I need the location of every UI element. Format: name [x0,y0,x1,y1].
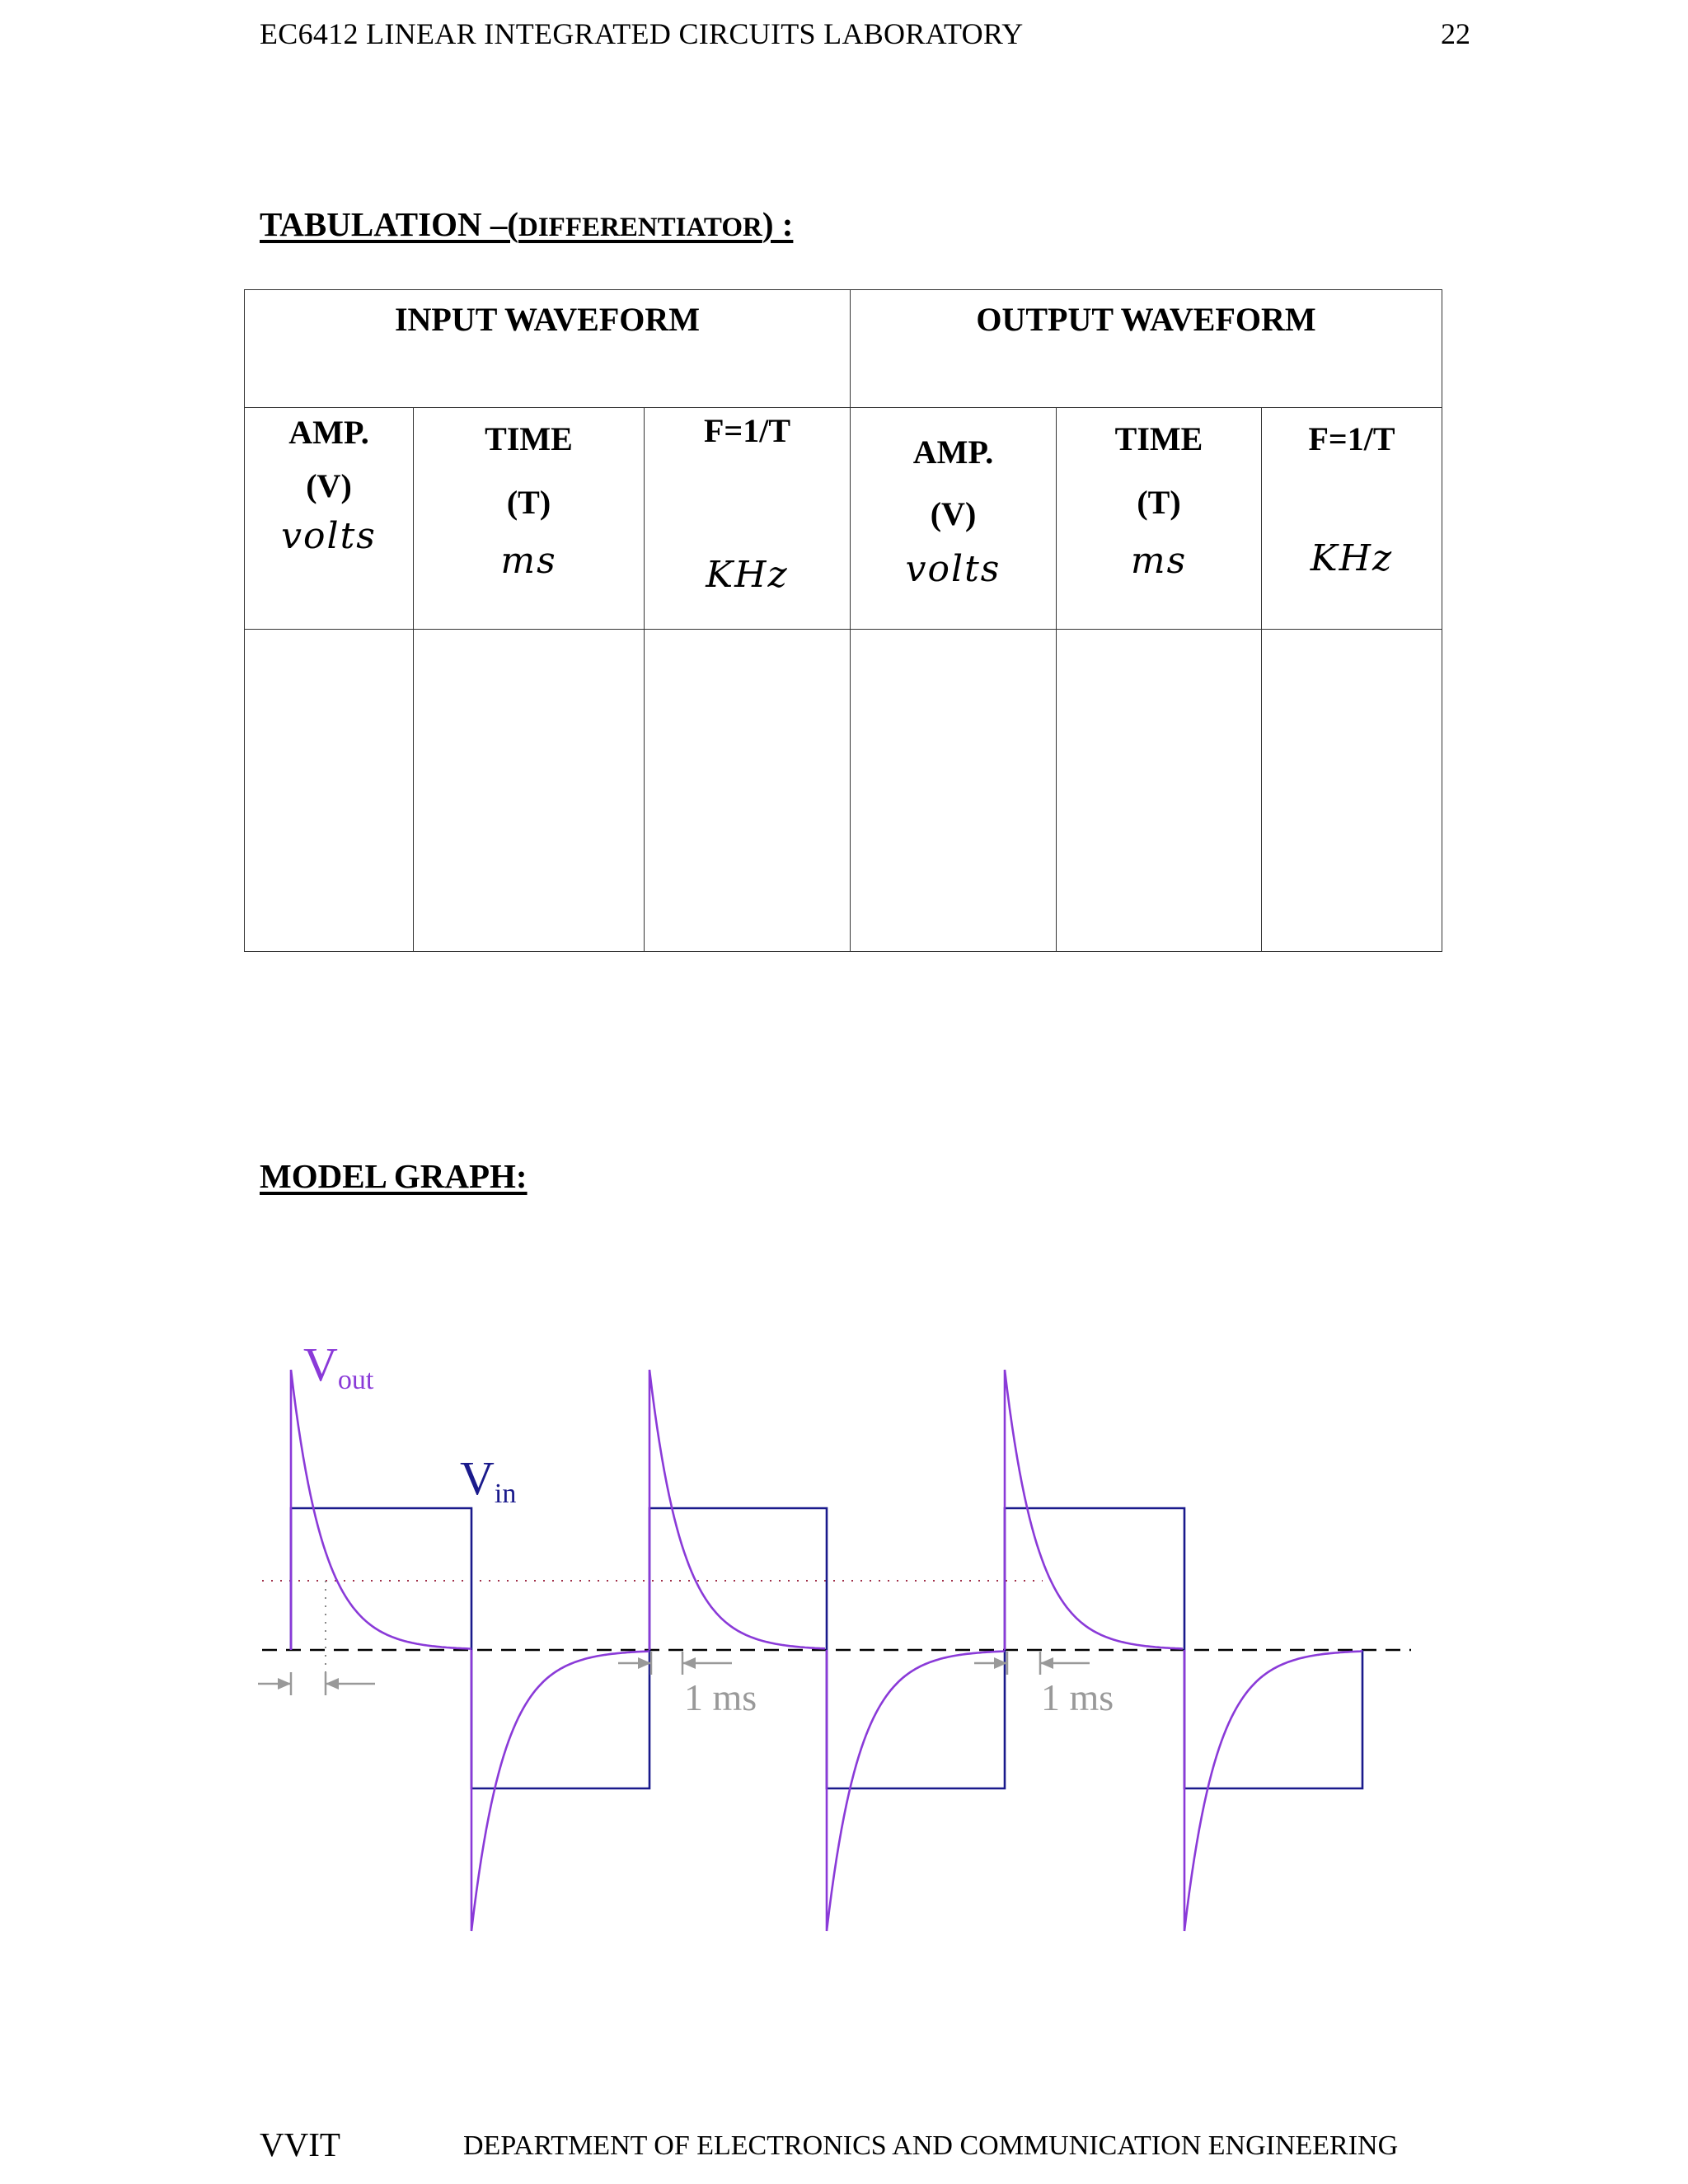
vin-label-letter: V [460,1451,495,1505]
time-markers [258,1652,1090,1695]
column-unit: volts [905,548,1001,590]
column-symbol: (V) [306,467,352,504]
column-unit: KHz [706,554,789,596]
input-waveform-header: INPUT WAVEFORM [245,290,851,408]
page-header-title: EC6412 LINEAR INTEGRATED CIRCUITS LABORATORY [260,17,1024,50]
column-unit: ms [1130,540,1188,582]
vout-positive-spike [1005,1370,1183,1650]
marker-arrowhead [1040,1657,1053,1669]
column-unit: KHz [1310,537,1394,579]
vout-negative-spike [827,1650,1005,1931]
column-symbol: (V) [930,495,977,532]
column-unit: ms [500,540,557,582]
column-label: F=1/T [703,412,791,449]
vin-label-subscript: in [494,1479,517,1509]
tabulation-heading-end: ) : [762,205,794,243]
vout-positive-spike [649,1370,825,1650]
time-marker-label: 1 ms [684,1676,757,1718]
vout-negative-spike [1184,1650,1362,1931]
column-label: TIME [485,420,573,457]
column-symbol: (T) [506,484,551,521]
dotted-reference-line [262,1581,1043,1685]
marker-arrowhead [326,1678,339,1690]
vout-label-subscript: out [337,1365,374,1395]
tabulation-heading-main: TABULATION –( [260,205,518,243]
vout-label [303,1338,374,1395]
vin-label [460,1451,516,1509]
model-graph-heading: MODEL GRAPH: [260,1157,528,1195]
marker-arrowhead [682,1657,696,1669]
time-marker-label: 1 ms [1041,1676,1114,1718]
footer-institution: VVIT [260,2125,340,2163]
column-label: F=1/T [1308,420,1395,457]
column-unit: volts [281,515,377,557]
tabulation-heading-small: DIFFERENTIATOR [518,213,762,242]
footer-department: DEPARTMENT OF ELECTRONICS AND COMMUNICATION ENGINEERING [463,2130,1399,2161]
vout-label-letter: V [303,1338,338,1391]
column-label: AMP. [288,414,369,451]
marker-arrowhead [278,1678,291,1690]
column-symbol: (T) [1137,484,1181,521]
vout-positive-spike [291,1370,471,1650]
vout-negative-spike [471,1650,649,1931]
column-label: AMP. [912,434,994,471]
column-label: TIME [1114,420,1203,457]
page-number: 22 [1441,17,1470,50]
output-waveform-header: OUTPUT WAVEFORM [851,290,1442,408]
